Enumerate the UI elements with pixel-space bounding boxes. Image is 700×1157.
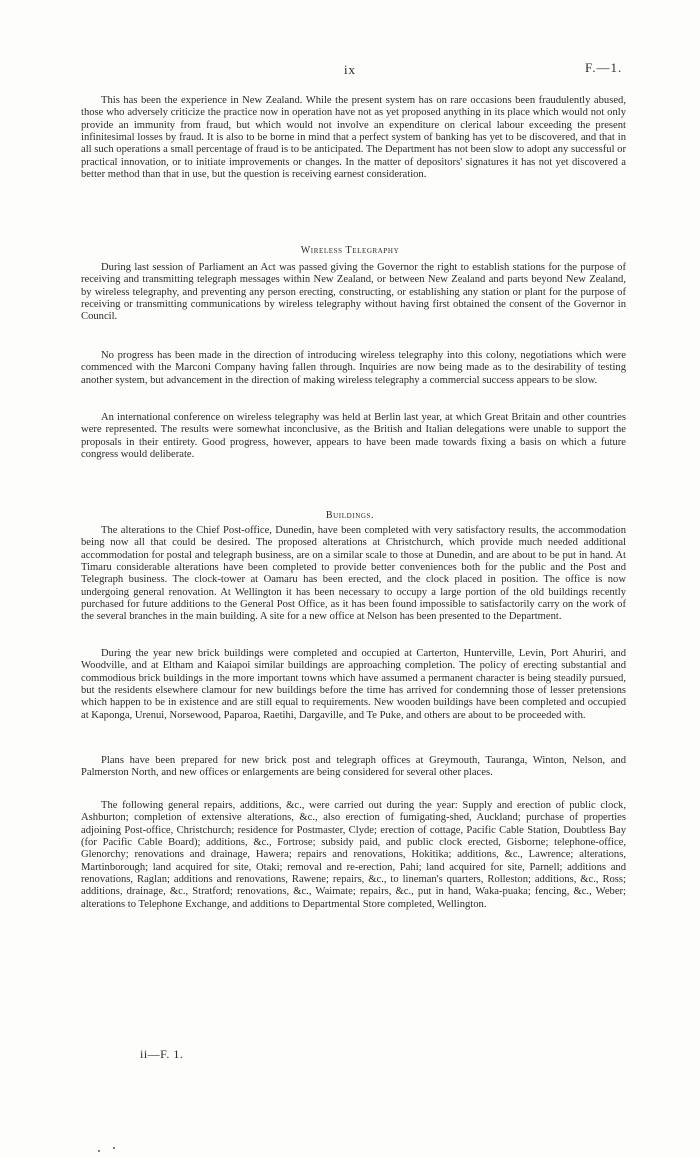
- scan-speck: [113, 1147, 115, 1149]
- buildings-section: [81, 755, 626, 780]
- paragraph: Plans have been prepared for new brick post and telegraph offices at Greymouth, Tauranga, Winton, Nelson, and Palmerston North, and new offices or enlargements are being considered for several other places.: [81, 755, 626, 779]
- buildings-section: [81, 525, 626, 624]
- paragraph: An international conference on wireless telegraphy was held at Berlin last year, at which Great Britain and other countries were represented. The results were somewhat inconclusive, as the British and Italian delegations were unable to support the proposals in their entirety. Good progress, however, appears to have been made towards fixing a basis on which a future congress would deliberate.: [81, 412, 626, 461]
- wireless-section: [81, 412, 626, 461]
- paragraph: The following general repairs, additions, &c., were carried out during the year: Supply and erection of public clock, Ashburton; completion of extensive alterations, &c., also erection of fumigating-shed, Auckland; purchase of properties adjoining Post-office, Christchurch; residence for Postmaster, Clyde; erection of cottage, Pacific Cable Station, Doubtless Bay (for Pacific Cable Board); additions, &c., Fortrose; subsidy paid, and public clock erected, Gisborne; telephone-office, Glenorchy; renovations and drainage, Hawera; repairs and renovations, Hokitika; additions, &c., Lawrence; alterations, Martinborough; land acquired for site, Otaki; removal and re-erection, Pahi; land acquired for site, Parnell; additions and renovations, Raglan; additions and renovations, Rawene; repairs, &c., to lineman's quarters, Rolleston; additions, &c., Ross; additions, drainage, &c., Stratford; renovations, &c., Waimate; repairs, &c., put in hand, Waka-puaka; fencing, &c., Weber; alterations to Telephone Exchange, and additions to Departmental Store completed, Wellington.: [81, 800, 626, 910]
- paragraph: This has been the experience in New Zealand. While the present system has on rare occasions been fraudulently abused, those who adversely criticize the practice now in operation have not as yet proposed anything in its place which would not only provide an immunity from fraud, but which would not involve an expenditure on clerical labour exceeding the present infinitesimal losses by fraud. It is also to be borne in mind that a perfect system of banking has yet to be discovered, and that in all such operations a small percentage of fraud is to be anticipated. The Department has not been slow to adopt any successful or practical innovation, or to initiate improvements or changes. In the matter of depositors' signatures it has not yet discovered a better method than that in use, but the question is receiving earnest consideration.: [81, 95, 626, 181]
- paragraph: The alterations to the Chief Post-office, Dunedin, have been completed with very satisfactory results, the accommodation being now all that could be desired. The proposed alterations at Christchurch, which provide much needed additional accommodation for postal and telegraph business, are on a similar scale to those at Dunedin, and are about to be put in hand. At Timaru considerable alterations have been completed to provide better conveniences both for the public and the Post and Telegraph business. The clock-tower at Oamaru has been erected, and the clock placed in position. The office is now undergoing general renovation. At Wellington it has been necessary to occupy a large portion of the old buildings recently purchased for future additions to the General Post Office, as it has been found impossible to satisfactorily carry on the work of the several branches in the main building. A site for a new office at Nelson has been presented to the Department.: [81, 525, 626, 623]
- wireless-section: [81, 262, 626, 324]
- page-number: ix: [343, 62, 357, 77]
- series-reference: F.—1.: [585, 60, 623, 75]
- section-heading-wireless-telegraphy: Wireless Telegraphy: [300, 245, 400, 256]
- buildings-section: [81, 648, 626, 722]
- section-heading-buildings: Buildings.: [325, 510, 375, 521]
- intro-section: [81, 95, 626, 181]
- scan-speck: [98, 1150, 100, 1152]
- wireless-section: [81, 350, 626, 387]
- paragraph: During the year new brick buildings were completed and occupied at Carterton, Hunterville, Levin, Port Ahuriri, and Woodville, and at Eltham and Kaiapoi similar buildings are approaching completion. The policy of erecting substantial and commodious brick buildings in the more important towns which have assumed a permanent character is being steadily pursued, but the residents elsewhere clamour for new buildings before the time has arrived for condemning those of lesser pretensions which happen to be in existence and are still equal to requirements. New wooden buildings have been completed and occupied at Kaponga, Urenui, Norsewood, Paparoa, Raetihi, Dargaville, and Te Puke, and others are about to be proceeded with.: [81, 648, 626, 721]
- footer-signature-mark: ii—F. 1.: [140, 1047, 184, 1061]
- paragraph: During last session of Parliament an Act was passed giving the Governor the right to establish stations for the purpose of receiving and transmitting telegraph messages within New Zealand, or between New Zealand and parts beyond New Zealand, by wireless telegraphy, and preventing any person erecting, constructing, or establishing any station or plant for the purpose of receiving or transmitting communications by wireless telegraphy without having first obtained the consent of the Governor in Council.: [81, 262, 626, 323]
- paragraph: No progress has been made in the direction of introducing wireless telegraphy into this colony, negotiations which were commenced with the Marconi Company having fallen through. Inquiries are now being made as to the desirability of testing another system, but advancement in the direction of making wireless telegraphy a commercial success appears to be slow.: [81, 350, 626, 386]
- buildings-section: [81, 800, 626, 911]
